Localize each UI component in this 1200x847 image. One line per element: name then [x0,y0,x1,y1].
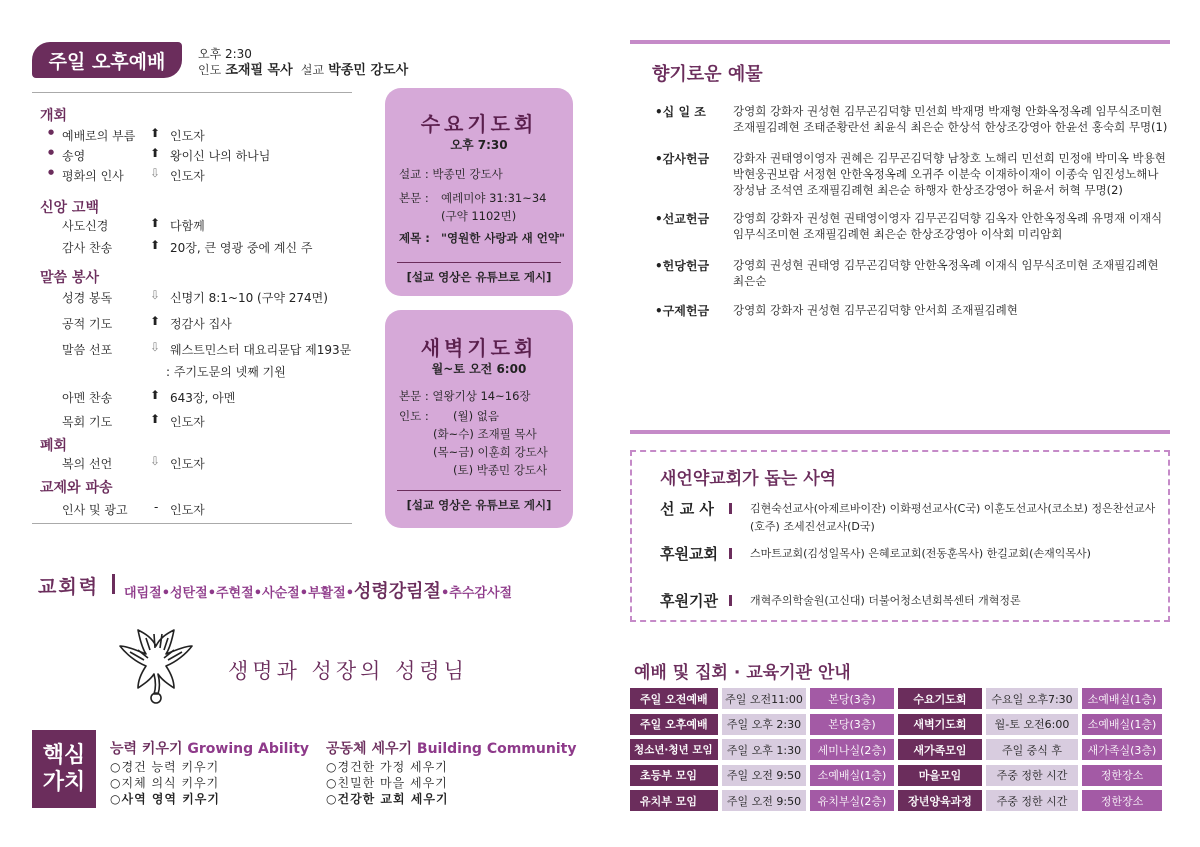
schedule-name: 초등부 모임 [630,765,718,786]
wednesday-topic: "영원한 사랑과 새 언약" [441,231,565,245]
schedule-row [630,688,1176,709]
liturgy-value: 인도자 [170,503,205,517]
wednesday-text-label: 본문 : [399,191,429,205]
liturgy-value: 웨스트민스터 대요리문답 제193문 [170,343,352,357]
arrow-down-icon: ⇩ [150,340,161,354]
arrow-up-icon: ⬆ [150,314,161,328]
schedule-time: 주일 오후 2:30 [722,714,806,735]
liturgy-value: 인도자 [170,169,205,183]
wednesday-preacher: 설교 : 박종민 강도사 [399,167,503,181]
leader-name: 조재필 목사 [225,63,293,78]
schedule-place: 소예배실(1층) [810,765,894,786]
wednesday-footer: [설교 영상은 유튜브로 게시] [397,262,561,285]
liturgy-value: 인도자 [170,415,205,429]
liturgy-item: 아멘 찬송 [62,391,113,405]
liturgy-item: 말씀 선포 [62,343,113,357]
liturgy-value: 20장, 큰 영광 중에 계신 주 [170,241,313,255]
core-value-title-ko: 공동체 세우기 [326,741,413,757]
arrow-up-icon: ⬆ [150,238,161,252]
calendar-item: 사순절 [262,586,300,601]
arrow-down-icon: ⇩ [150,166,161,180]
arrow-down-icon: ⇩ [150,454,161,468]
wednesday-title: 수요기도회 [420,112,538,136]
wednesday-text-page: (구약 1102면) [441,209,517,223]
schedule-place: 유치부실(2층) [810,790,894,811]
service-title: 주일 오후예배 [32,42,182,78]
liturgy-value: 다함께 [170,219,205,233]
dawn-leader: (토) 박종민 강도사 [453,463,548,477]
schedule-name: 새벽기도회 [898,714,982,735]
motto: 생명과 성장의 성령님 [228,659,468,683]
schedule-place: 소예배실(1층) [1082,688,1162,709]
dash-icon: - [154,500,159,514]
dawn-footer: [설교 영상은 유튜브로 게시] [397,490,561,513]
support-text: 개혁주의학술원(고신대) 더불어청소년회복센터 개혁정론 [750,594,1021,607]
dawn-leader: (화~수) 조재필 목사 [433,427,537,441]
core-value-item: ○경건한 가정 세우기 [326,760,448,774]
support-text: 김현숙선교사(아제르바이잔) 이화평선교사(C국) 이훈도선교사(코소보) 정은찬선교사(호주) 조세진선교사(D국) [750,502,1156,533]
preacher-name: 박종민 강도사 [328,63,409,78]
schedule-time: 주중 정한 시간 [986,765,1078,786]
calendar-divider [112,574,115,594]
liturgy-item: ● 평화의 인사 [62,167,124,184]
dove-icon [116,624,196,708]
schedule-row [630,714,1176,735]
arrow-up-icon: ⬆ [150,388,161,402]
offerings-title: 향기로운 예물 [652,64,763,85]
dawn-leader: (월) 없음 [453,409,499,423]
offering-label: •구제헌금 [655,304,710,318]
section-fellowship: 교제와 파송 [40,480,113,496]
calendar-item: 성탄절 [170,586,208,601]
schedule-time: 주일 오후 1:30 [722,739,806,760]
dawn-prayer-box [385,310,573,528]
arrow-up-icon: ⬆ [150,412,161,426]
offering-names: 강영희 강화자 권성현 권태영이영자 김무곤김덕향 김옥자 안한옥정옥례 유명재 이재식 임무식조미현 조재필김례현 최은순 한상조강영아 이삭회 미리암회 [733,211,1163,241]
dawn-time: 월~토 오전 6:00 [431,362,527,376]
offering-names: 강영희 강화자 권성현 김무곤김덕향 안서희 조재필김례현 [733,303,1018,317]
schedule-place: 정한장소 [1082,790,1162,811]
core-value-title-en: Growing Ability [187,741,310,757]
calendar-item: 부활절 [308,586,346,601]
offering-label: •감사헌금 [655,152,710,166]
section-word: 말씀 봉사 [40,270,99,286]
church-calendar-items: 대림절•성탄절•주현절•사순절•부활절•성령강림절•추수감사절 [124,581,513,602]
church-calendar-title: 교회력 [38,576,100,598]
core-value-item: ○지체 의식 키우기 [110,776,220,790]
calendar-item: 주현절 [216,586,254,601]
schedule-time: 주일 오전 9:50 [722,765,806,786]
liturgy-item: ● 예배로의 부름 [62,127,135,144]
support-title: 새언약교회가 돕는 사역 [660,469,837,489]
schedule-time: 주일 중식 후 [986,739,1078,760]
schedule-row [630,739,1176,760]
offering-label: •선교헌금 [655,212,710,226]
schedule-time: 수요일 오후7:30 [986,688,1078,709]
liturgy-item: 인사 및 광고 [62,503,128,517]
liturgy-value: 신명기 8:1~10 (구약 274면) [170,291,328,305]
schedule-name: 마을모임 [898,765,982,786]
schedule-name: 주일 오후예배 [630,714,718,735]
support-label: 선 교 사 [660,500,714,518]
schedule-place: 본당(3층) [810,688,894,709]
core-value-item: ○건강한 교회 세우기 [326,792,449,806]
schedule-name: 장년양육과정 [898,790,982,811]
wednesday-prayer-box [385,88,573,296]
core-value-item: ○사역 영역 키우기 [110,792,220,806]
wednesday-text: 예레미야 31:31~34 [441,191,547,205]
support-bar [729,595,732,606]
offering-names: 강영희 권성현 권태영 김무곤김덕향 안한옥정옥례 이재식 임무식조미현 조재필김례현 최은순 [733,258,1159,288]
mid-rule [630,430,1170,434]
schedule-time: 월-토 오전6:00 [986,714,1078,735]
support-label: 후원교회 [660,545,718,563]
schedule-time: 주일 오전 9:50 [722,790,806,811]
section-confession: 신앙 고백 [40,200,99,216]
liturgy-value: 643장, 아멘 [170,391,236,405]
liturgy-value: 정감사 집사 [170,317,232,331]
liturgy-value: 왕이신 나의 하나님 [170,149,271,163]
schedule-name: 청소년·청년 모임 [630,739,718,760]
leader-label: 인도 [198,63,222,77]
schedule-place: 소예배실(1층) [1082,714,1162,735]
schedule-name: 수요기도회 [898,688,982,709]
core-values-badge: 핵심 가치 [32,730,96,808]
liturgy-item: 감사 찬송 [62,241,113,255]
wednesday-time: 오후 7:30 [450,138,508,152]
liturgy-item: 목회 기도 [62,415,113,429]
support-bar [729,503,732,514]
schedule-name: 주일 오전예배 [630,688,718,709]
service-leaders [198,59,408,78]
offering-label: •헌당헌금 [655,259,710,273]
service-time: 오후 2:30 [198,47,252,61]
dawn-leader-label: 인도 : [399,409,429,423]
arrow-up-icon: ⬆ [150,216,161,230]
support-text: 스마트교회(김성일목사) 은혜로교회(전동훈목사) 한길교회(손재익목사) [750,547,1091,560]
liturgy-value: 인도자 [170,457,205,471]
liturgy-item: 성경 봉독 [62,291,113,305]
support-bar [729,548,732,559]
dawn-text: 본문 : 열왕기상 14~16장 [399,389,531,403]
schedule-row [630,765,1176,786]
liturgy-item: 복의 선언 [62,457,113,471]
schedule-time: 주중 정한 시간 [986,790,1078,811]
offering-names: 강영희 강화자 권성현 김무곤김덕향 민선희 박재명 박재형 안화옥정옥례 임무식조미현 조재필김례현 조태준황란선 최윤식 최은순 한상석 한상조강영아 한윤선 홍숙희 무명(1) [733,104,1168,134]
core-value-item: ○경건 능력 키우기 [110,760,220,774]
schedule-place: 본당(3층) [810,714,894,735]
schedule-row [630,790,1176,811]
liturgy-value: 인도자 [170,129,205,143]
schedule-time: 주일 오전11:00 [722,688,806,709]
schedule-name: 새가족모임 [898,739,982,760]
section-opening: 개회 [40,108,68,124]
arrow-down-icon: ⇩ [150,288,161,302]
order-of-service [32,92,352,524]
liturgy-value-2: : 주기도문의 넷째 기원 [166,365,286,379]
core-value-title-ko: 능력 키우기 [110,741,183,757]
wednesday-topic-label: 제목 : [399,231,430,245]
section-closing: 폐회 [40,438,68,454]
calendar-item: 대림절 [124,586,162,601]
schedule-place: 정한장소 [1082,765,1162,786]
core-value-title-en: Building Community [416,741,577,757]
schedule-name: 유치부 모임 [630,790,718,811]
schedule-title: 예배 및 집회 · 교육기관 안내 [634,663,851,683]
support-label: 후원기관 [660,592,718,610]
core-value-title-2 [326,738,576,758]
dawn-leader: (목~금) 이훈희 강도사 [433,445,548,459]
dawn-title: 새벽기도회 [420,336,538,360]
calendar-current: 성령강림절 [354,581,441,602]
arrow-up-icon: ⬆ [150,126,161,140]
schedule-place: 세미나실(2층) [810,739,894,760]
top-rule [630,40,1170,44]
liturgy-item: 공적 기도 [62,317,113,331]
preacher-label: 설교 [300,63,325,77]
schedule-table [630,688,1176,816]
core-value-item: ○친밀한 마을 세우기 [326,776,448,790]
schedule-place: 새가족실(3층) [1082,739,1162,760]
liturgy-item: 사도신경 [62,219,109,233]
arrow-up-icon: ⬆ [150,146,161,160]
core-value-title-1 [110,738,309,758]
offering-label: •십 일 조 [655,105,706,119]
calendar-item: 추수감사절 [449,586,513,601]
liturgy-item: ● 송영 [62,147,85,164]
offering-names: 강화자 권태영이영자 권혜은 김무곤김덕향 남창호 노해리 민선희 민정애 박미옥 박용현 박현웅권보람 서정현 안한옥정옥례 오귀주 이분숙 이재하이재이 이종숙 임진성노해나 장성남 조석연 조재필김례현 최은순 하행자 한상조강영아 허윤서 허혁 무명(2) [733,151,1166,197]
